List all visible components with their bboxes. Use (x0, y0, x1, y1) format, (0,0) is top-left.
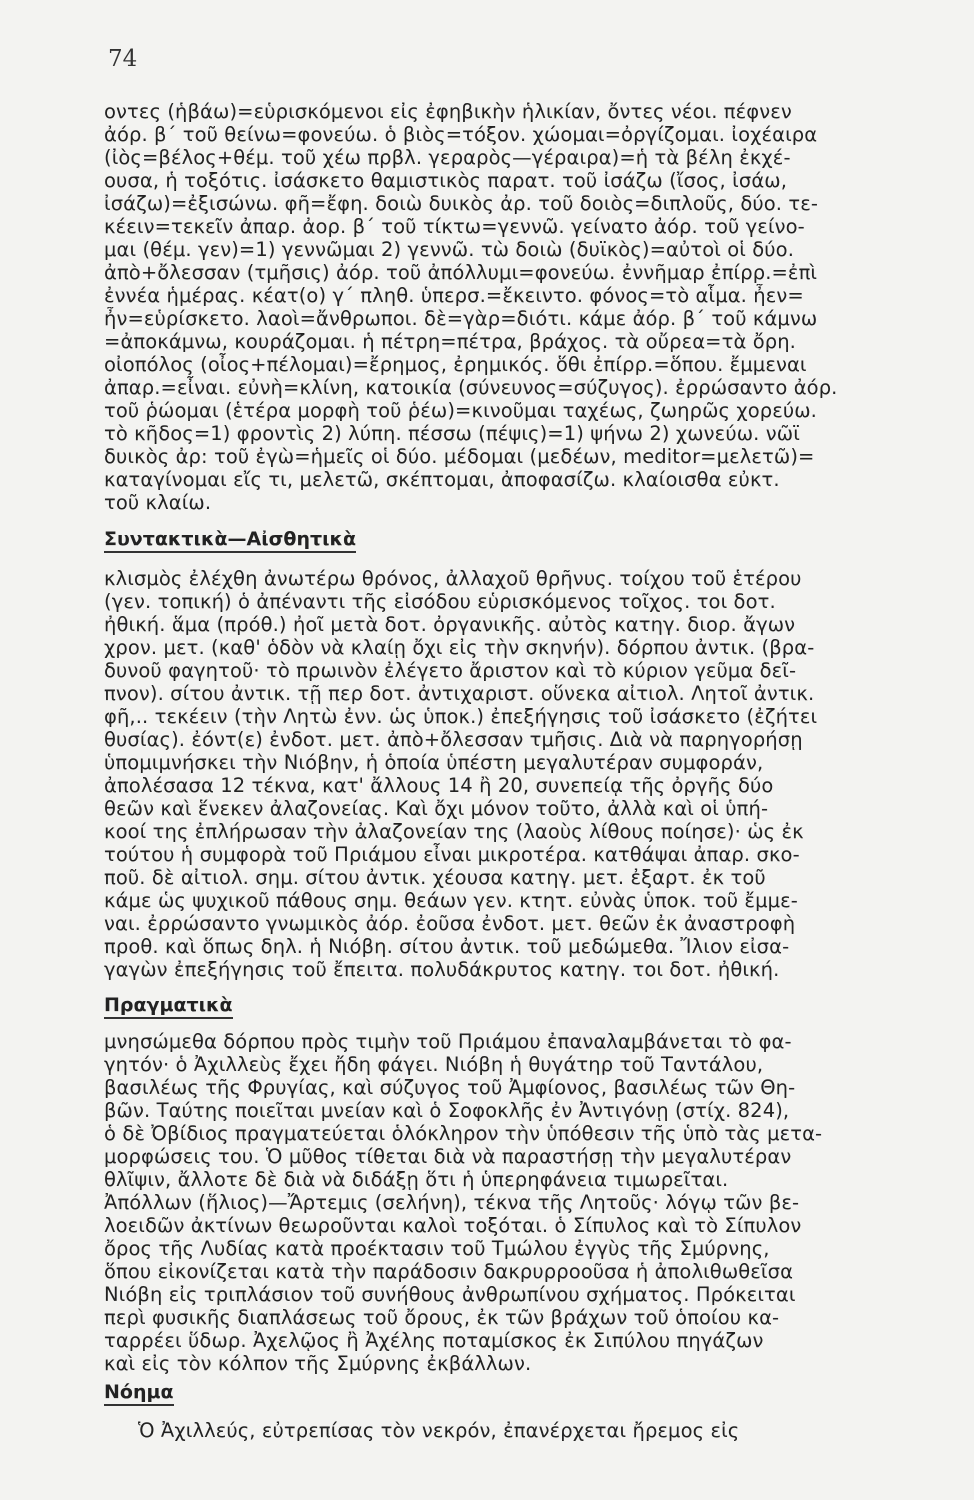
text-line: ἀπαρ.=εἶναι. εὐνὴ=κλίνη, κατοικία (σύνευνος=σύζυγος). ἐρρώσαντο ἀόρ. (104, 376, 838, 399)
text-line: ἀπολέσασα 12 τέκνα, κατ' ἄλλους 14 ἢ 20, συνεπείᾳ τῆς ὀργῆς δύο (104, 774, 774, 797)
glossary-paragraph (104, 100, 944, 514)
text-line: γητόν· ὁ Ἀχιλλεὺς ἔχει ἤδη φάγει. Νιόβη ἡ θυγάτηρ τοῦ Ταντάλου, (104, 1053, 764, 1076)
text-line: ἠθική. ἅμα (πρόθ.) ἠοῖ μετὰ δοτ. ὀργανικῆς. αὐτὸς κατηγ. διορ. ἄγων (104, 613, 796, 636)
text-line: τὸ κῆδος=1) φροντὶς 2) λύπη. πέσσω (πέψις)=1) ψήνω 2) χωνεύω. νῶϊ (104, 422, 800, 445)
text-line: καὶ εἰς τὸν κόλπον τῆς Σμύρνης ἐκβάλλων. (104, 1352, 532, 1375)
text-line: ἦν=εὑρίσκετο. λαοὶ=ἄνθρωποι. δὲ=γὰρ=διότι. κάμε ἀόρ. β΄ τοῦ κάμνω (104, 307, 818, 330)
meaning-paragraph (138, 1419, 944, 1442)
syntax-paragraph (104, 567, 944, 981)
text-line: βῶν. Ταύτης ποιεῖται μνείαν καὶ ὁ Σοφοκλῆς ἐν Ἀντιγόνῃ (στίχ. 824), (104, 1099, 790, 1122)
text-line: θεῶν καὶ ἕνεκεν ἀλαζονείας. Καὶ ὄχι μόνον τοῦτο, ἀλλὰ καὶ οἱ ὑπή- (104, 797, 769, 820)
text-line: ὅπου εἰκονίζεται κατὰ τὴν παράδοσιν δακρυρροοῦσα ἡ ἀπολιθωθεῖσα (104, 1260, 794, 1283)
text-line: ταρρέει ὕδωρ. Ἀχελῷος ἢ Ἀχέλης ποταμίσκος ἐκ Σιπύλου πηγάζων (104, 1329, 764, 1352)
text-line: τούτου ἡ συμφορὰ τοῦ Πριάμου εἶναι μικροτέρα. κατθάψαι ἀπαρ. σκο- (104, 843, 800, 866)
text-line: ὄρος τῆς Λυδίας κατὰ προέκτασιν τοῦ Τμώλου ἐγγὺς τῆς Σμύρνης, (104, 1237, 770, 1260)
text-line: ναι. ἐρρώσαντο γνωμικὸς ἀόρ. ἐοῦσα ἐνδοτ. μετ. θεῶν ἐκ ἀναστροφὴ (104, 912, 796, 935)
text-line: μνησώμεθα δόρπου πρὸς τιμὴν τοῦ Πριάμου ἐπαναλαμβάνεται τὸ φα- (104, 1030, 792, 1053)
text-line: ἐννέα ἡμέρας. κέατ(ο) γ΄ πληθ. ὑπερσ.=ἔκειντο. φόνος=τὸ αἷμα. ἦεν= (104, 284, 804, 307)
text-line: κλισμὸς ἐλέχθη ἀνωτέρω θρόνος, ἀλλαχοῦ θρῆνυς. τοίχου τοῦ ἑτέρου (104, 567, 802, 590)
text-line: τοῦ ῥώομαι (ἑτέρα μορφὴ τοῦ ῥέω)=κινοῦμαι ταχέως, ζωηρῶς χορεύω. (104, 399, 817, 422)
text-line: προθ. καὶ ὅπως δηλ. ἡ Νιόβη. σίτου ἀντικ. τοῦ μεδώμεθα. Ἴλιον εἰσα- (104, 935, 790, 958)
text-line: ὑπομιμνήσκει τὴν Νιόβην, ἡ ὁποία ὑπέστη μεγαλυτέραν συμφοράν, (104, 751, 764, 774)
text-line: δυικὸς ἀρ: τοῦ ἐγὼ=ἡμεῖς οἱ δύο. μέδομαι (μεδέων, meditor=μελετῶ)= (104, 445, 815, 468)
text-line: ὁ δὲ Ὀβίδιος πραγματεύεται ὁλόκληρον τὴν ὑπόθεσιν τῆς ὑπὸ τὰς μετα- (104, 1122, 823, 1145)
section-heading-syntaktika: Συντακτικὰ—Αἰσθητικὰ (104, 528, 356, 553)
text-line: τοῦ κλαίω. (104, 491, 212, 514)
text-line: περὶ φυσικῆς διαπλάσεως τοῦ ὄρους, ἐκ τῶν βράχων τοῦ ὁποίου κα- (104, 1306, 780, 1329)
facts-paragraph (104, 1030, 944, 1375)
text-line: ἀπὸ+ὄλεσσαν (τμῆσις) ἀόρ. τοῦ ἀπόλλυμι=φονεύω. ἐννῆμαρ ἐπίρρ.=ἐπὶ (104, 261, 818, 284)
text-line: Ὁ Ἀχιλλεύς, εὐτρεπίσας τὸν νεκρόν, ἐπανέρχεται ἤρεμος εἰς (138, 1419, 740, 1442)
text-line: οἰοπόλος (οἶος+πέλομαι)=ἔρημος, ἐρημικός. ὅθι ἐπίρρ.=ὅπου. ἔμμεναι (104, 353, 807, 376)
text-line: μορφώσεις του. Ὁ μῦθος τίθεται διὰ νὰ παραστήσῃ τὴν μεγαλυτέραν (104, 1145, 792, 1168)
text-line: Ἀπόλλων (ἥλιος)—Ἄρτεμις (σελήνη), τέκνα τῆς Λητοῦς· λόγῳ τῶν βε- (104, 1191, 800, 1214)
text-line: (ἰὸς=βέλος+θέμ. τοῦ χέω πρβλ. γεραρὸς—γέραιρα)=ἡ τὰ βέλη ἐκχέ- (104, 146, 791, 169)
text-line: κέειν=τεκεῖν ἀπαρ. ἀορ. β΄ τοῦ τίκτω=γεννῶ. γείνατο ἀόρ. τοῦ γείνο- (104, 215, 805, 238)
text-line: καταγίνομαι εἴς τι, μελετῶ, σκέπτομαι, ἀποφασίζω. κλαίοισθα εὐκτ. (104, 468, 780, 491)
section-heading-noima: Νόημα (104, 1381, 174, 1406)
text-line: κάμε ὡς ψυχικοῦ πάθους σημ. θεάων γεν. κτητ. εὐνὰς ὑποκ. τοῦ ἔμμε- (104, 889, 798, 912)
text-line: ἀόρ. β΄ τοῦ θείνω=φονεύω. ὁ βιὸς=τόξον. χώομαι=ὀργίζομαι. ἰοχέαιρα (104, 123, 818, 146)
text-line: Νιόβη εἰς τριπλάσιον τοῦ συνήθους ἀνθρωπίνου σχήματος. Πρόκειται (104, 1283, 796, 1306)
text-line: ουσα, ἡ τοξότις. ἰσάσκετο θαμιστικὸς παρατ. τοῦ ἰσάζω (ἴσος, ἰσάω, (104, 169, 787, 192)
text-line: θυσίας). ἐόντ(ε) ἐνδοτ. μετ. ἀπὸ+ὄλεσσαν τμῆσις. Διὰ νὰ παρηγορήσῃ (104, 728, 803, 751)
text-line: =ἀποκάμνω, κουράζομαι. ἡ πέτρη=πέτρα, βράχος. τὰ οὔρεα=τὰ ὄρη. (104, 330, 796, 353)
text-line: λοειδῶν ἀκτίνων θεωροῦνται καλοὶ τοξόται. ὁ Σίπυλος καὶ τὸ Σίπυλον (104, 1214, 802, 1237)
text-line: βασιλέως τῆς Φρυγίας, καὶ σύζυγος τοῦ Ἀμφίονος, βασιλέως τῶν Θη- (104, 1076, 796, 1099)
text-line: χρον. μετ. (καθ' ὁδὸν νὰ κλαίῃ ὄχι εἰς τὴν σκηνήν). δόρπου ἀντικ. (βρα- (104, 636, 815, 659)
text-line: δυνοῦ φαγητοῦ· τὸ πρωινὸν ἐλέγετο ἄριστον καὶ τὸ κύριον γεῦμα δεῖ- (104, 659, 797, 682)
text-line: (γεν. τοπική) ὁ ἀπέναντι τῆς εἰσόδου εὑρισκόμενος τοῖχος. τοι δοτ. (104, 590, 776, 613)
text-line: οντες (ἡβάω)=εὑρισκόμενοι εἰς ἐφηβικὴν ἡλικίαν, ὄντες νέοι. πέφνεν (104, 100, 792, 123)
text-line: φῆ,.. τεκέειν (τὴν Λητὼ ἐνν. ὡς ὑποκ.) ἐπεξήγησις τοῦ ἰσάσκετο (ἐζήτει (104, 705, 818, 728)
section-heading-pragmatika: Πραγματικὰ (104, 994, 233, 1019)
text-line: μαι (θέμ. γεν)=1) γεννῶμαι 2) γεννῶ. τὼ δοιὼ (δυϊκὸς)=αὐτοὶ οἱ δύο. (104, 238, 794, 261)
text-line: θλῖψιν, ἄλλοτε δὲ διὰ νὰ διδάξῃ ὅτι ἡ ὑπερηφάνεια τιμωρεῖται. (104, 1168, 729, 1191)
text-line: πνον). σίτου ἀντικ. τῇ περ δοτ. ἀντιχαριστ. οὕνεκα αἰτιολ. Λητοῖ ἀντικ. (104, 682, 815, 705)
text-line: γαγὼν ἐπεξήγησις τοῦ ἔπειτα. πολυδάκρυτος κατηγ. τοι δοτ. ἠθική. (104, 958, 780, 981)
page-number: 74 (108, 46, 138, 72)
text-line: ποῦ. δὲ αἰτιολ. σημ. σίτου ἀντικ. χέουσα κατηγ. μετ. ἐξαρτ. ἐκ τοῦ (104, 866, 766, 889)
text-line: κοοί της ἐπλήρωσαν τὴν ἀλαζονείαν της (λαοὺς λίθους ποίησε)· ὡς ἐκ (104, 820, 804, 843)
text-line: ἰσάζω)=ἐξισώνω. φῆ=ἔφη. δοιὼ δυικὸς ἀρ. τοῦ δοιὸς=διπλοῦς, δύο. τε- (104, 192, 818, 215)
